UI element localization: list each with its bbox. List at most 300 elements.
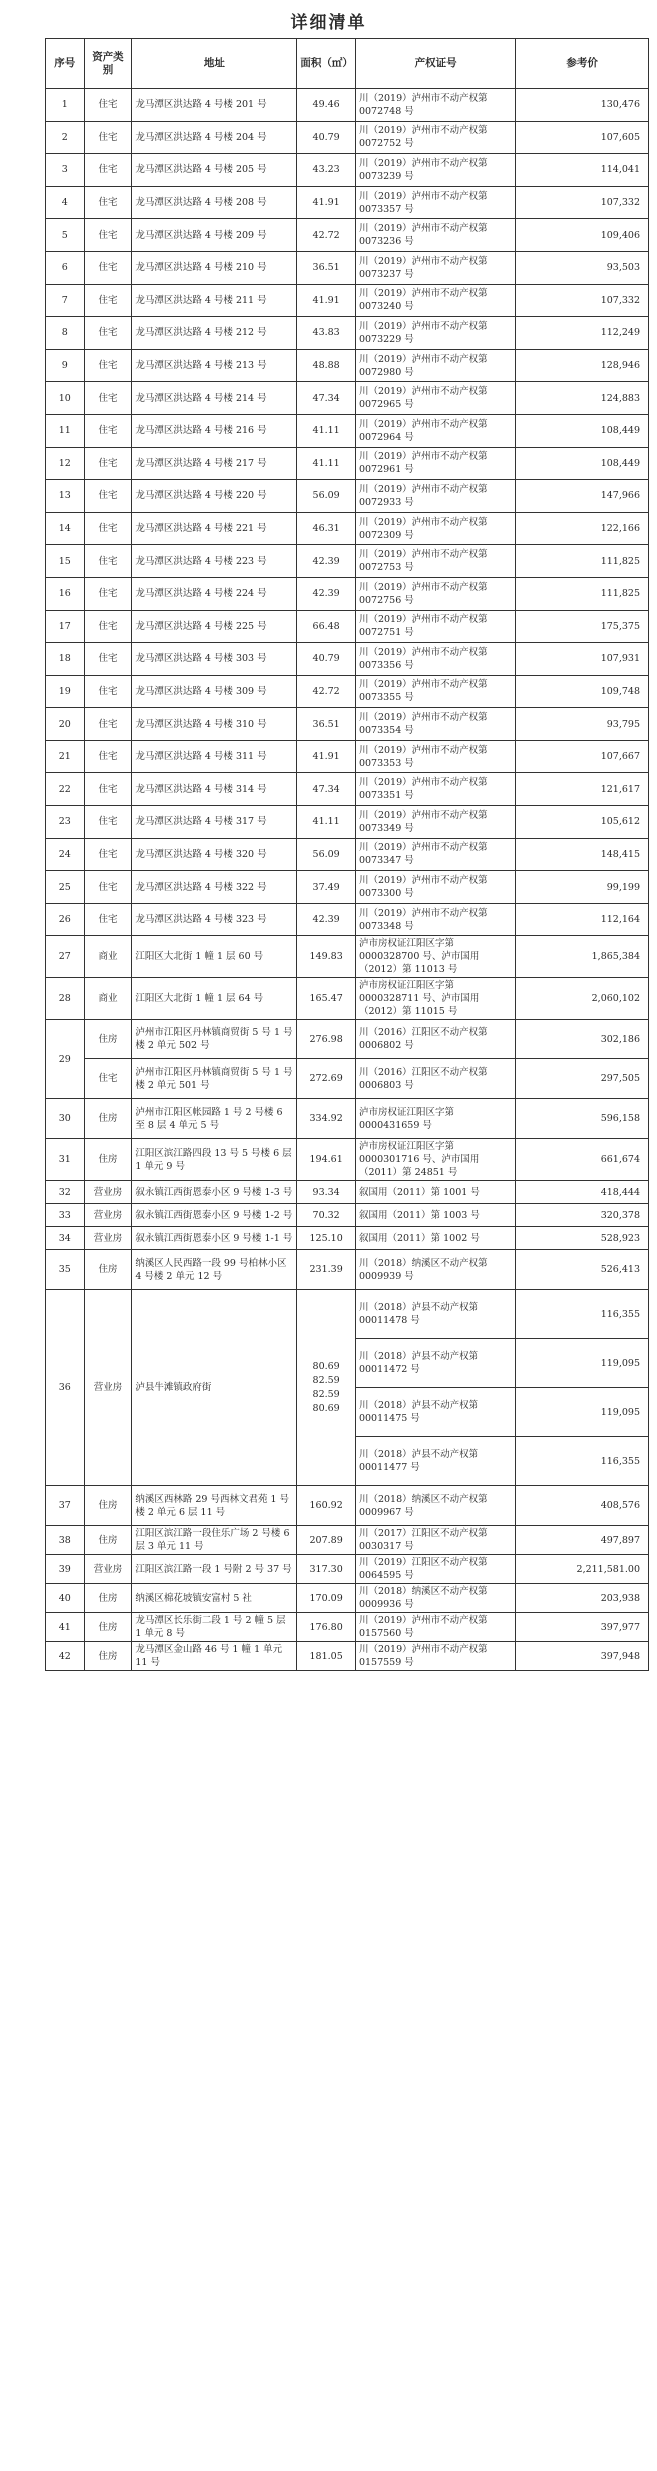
address: 龙马潭区洪达路 4 号楼 310 号 [132,708,297,741]
reference-price: 320,378 [516,1204,649,1227]
reference-price: 112,164 [516,903,649,936]
asset-type: 住宅 [84,382,132,415]
certificate-number: 川（2019）泸州市不动产权第 0073353 号 [355,740,515,773]
address: 龙马潭区洪达路 4 号楼 209 号 [132,219,297,252]
reference-price: 93,795 [516,708,649,741]
row-number: 2 [46,121,85,154]
row-number: 26 [46,903,85,936]
address: 龙马潭区洪达路 4 号楼 208 号 [132,186,297,219]
asset-type: 住宅 [84,1059,132,1099]
row-number: 36 [46,1290,85,1486]
address: 叙永镇江西街恩泰小区 9 号楼 1-2 号 [132,1204,297,1227]
area: 125.10 [297,1227,356,1250]
reference-price: 148,415 [516,838,649,871]
asset-type: 住房 [84,1584,132,1613]
address: 龙马潭区洪达路 4 号楼 213 号 [132,349,297,382]
area: 276.98 [297,1020,356,1059]
row-number: 41 [46,1613,85,1642]
certificate-number: 川（2019）泸州市不动产权第 0072751 号 [355,610,515,643]
certificate-number: 川（2019）泸州市不动产权第 0157559 号 [355,1642,515,1671]
certificate-number: 川（2019）泸州市不动产权第 0073239 号 [355,154,515,187]
table-row [46,1613,649,1642]
address: 龙马潭区洪达路 4 号楼 205 号 [132,154,297,187]
certificate-number: 川（2019）泸州市不动产权第 0073354 号 [355,708,515,741]
area: 48.88 [297,349,356,382]
address: 龙马潭区金山路 46 号 1 幢 1 单元 11 号 [132,1642,297,1671]
reference-price: 121,617 [516,773,649,806]
area: 165.47 [297,978,356,1020]
row-number: 12 [46,447,85,480]
address: 江阳区滨江路四段 13 号 5 号楼 6 层 1 单元 9 号 [132,1139,297,1181]
certificate-number: 川（2019）泸州市不动产权第 0072309 号 [355,512,515,545]
address: 叙永镇江西街恩泰小区 9 号楼 1-1 号 [132,1227,297,1250]
address: 龙马潭区长乐街二段 1 号 2 幢 5 层 1 单元 8 号 [132,1613,297,1642]
certificate-number: 川（2019）泸州市不动产权第 0073300 号 [355,871,515,904]
table-row [46,545,649,578]
address: 龙马潭区洪达路 4 号楼 223 号 [132,545,297,578]
asset-type: 住宅 [84,121,132,154]
table-row [46,512,649,545]
row-number: 27 [46,936,85,978]
address: 龙马潭区洪达路 4 号楼 322 号 [132,871,297,904]
reference-price: 107,667 [516,740,649,773]
reference-price: 418,444 [516,1181,649,1204]
row-number: 33 [46,1204,85,1227]
address: 泸州市江阳区帐园路 1 号 2 号楼 6 至 8 层 4 单元 5 号 [132,1099,297,1139]
asset-type: 住宅 [84,838,132,871]
asset-type: 营业房 [84,1181,132,1204]
asset-type: 住宅 [84,251,132,284]
asset-type: 住宅 [84,545,132,578]
address: 龙马潭区洪达路 4 号楼 212 号 [132,317,297,350]
table-row [46,1181,649,1204]
asset-type: 住房 [84,1250,132,1290]
table-row [46,382,649,415]
address: 龙马潭区洪达路 4 号楼 311 号 [132,740,297,773]
row-number: 17 [46,610,85,643]
table-row [46,1290,649,1339]
table-row [46,708,649,741]
area: 47.34 [297,382,356,415]
row-number: 16 [46,577,85,610]
reference-price: 408,576 [516,1486,649,1526]
area: 43.83 [297,317,356,350]
address: 龙马潭区洪达路 4 号楼 320 号 [132,838,297,871]
table-row [46,1486,649,1526]
reference-price: 109,406 [516,219,649,252]
asset-type: 住宅 [84,740,132,773]
reference-price: 661,674 [516,1139,649,1181]
area-value: 80.69 [312,1402,340,1414]
reference-price: 93,503 [516,251,649,284]
header-row [46,39,649,89]
header-cert: 产权证号 [355,39,515,89]
reference-price: 528,923 [516,1227,649,1250]
certificate-number: 川（2019）泸州市不动产权第 0073229 号 [355,317,515,350]
table-row [46,903,649,936]
area: 49.46 [297,89,356,122]
reference-price: 497,897 [516,1526,649,1555]
area: 41.91 [297,186,356,219]
asset-type: 住房 [84,1099,132,1139]
reference-price: 108,449 [516,414,649,447]
table-row [46,675,649,708]
certificate-number: 川（2019）泸州市不动产权第 0072756 号 [355,577,515,610]
area: 47.34 [297,773,356,806]
certificate-number: 川（2017）江阳区不动产权第 0030317 号 [355,1526,515,1555]
certificate-number: 川（2019）泸州市不动产权第 0073236 号 [355,219,515,252]
area: 317.30 [297,1555,356,1584]
row-number: 1 [46,89,85,122]
asset-type: 住房 [84,1020,132,1059]
table-row [46,1020,649,1059]
area: 334.92 [297,1099,356,1139]
row-number: 4 [46,186,85,219]
area: 41.91 [297,284,356,317]
area: 149.83 [297,936,356,978]
certificate-number: 川（2018）纳溪区不动产权第 0009936 号 [355,1584,515,1613]
address: 纳溪区人民西路一段 99 号柏林小区 4 号楼 2 单元 12 号 [132,1250,297,1290]
certificate-number: 川（2019）泸州市不动产权第 0073351 号 [355,773,515,806]
table-body [46,89,649,1671]
reference-price: 122,166 [516,512,649,545]
certificate-number: 川（2018）纳溪区不动产权第 0009967 号 [355,1486,515,1526]
table-row [46,1584,649,1613]
table-row [46,610,649,643]
address: 龙马潭区洪达路 4 号楼 216 号 [132,414,297,447]
certificate-number: 川（2019）泸州市不动产权第 0073240 号 [355,284,515,317]
asset-type: 商业 [84,936,132,978]
reference-price: 111,825 [516,545,649,578]
certificate-number: 川（2019）泸州市不动产权第 0073347 号 [355,838,515,871]
row-number: 40 [46,1584,85,1613]
row-number: 29 [46,1020,85,1099]
asset-type: 住宅 [84,708,132,741]
address: 纳溪区西林路 29 号西林文君苑 1 号楼 2 单元 6 层 11 号 [132,1486,297,1526]
certificate-number: 川（2019）泸州市不动产权第 0072752 号 [355,121,515,154]
asset-type: 营业房 [84,1290,132,1486]
area: 41.11 [297,447,356,480]
area: 170.09 [297,1584,356,1613]
certificate-number: 川（2018）泸县不动产权第 00011478 号 [355,1290,515,1339]
certificate-number: 川（2019）泸州市不动产权第 0073237 号 [355,251,515,284]
asset-type: 住宅 [84,773,132,806]
certificate-number: 川（2018）泸县不动产权第 00011472 号 [355,1339,515,1388]
reference-price: 119,095 [516,1339,649,1388]
area: 42.72 [297,675,356,708]
certificate-number: 叙国用（2011）第 1003 号 [355,1204,515,1227]
reference-price: 1,865,384 [516,936,649,978]
certificate-number: 泸市房权证江阳区字第 0000301716 号、泸市国用（2011）第 24851 号 [355,1139,515,1181]
certificate-number: 川（2018）纳溪区不动产权第 0009939 号 [355,1250,515,1290]
table-row [46,1227,649,1250]
row-number: 21 [46,740,85,773]
asset-type: 住宅 [84,349,132,382]
address: 江阳区滨江路一段 1 号附 2 号 37 号 [132,1555,297,1584]
table-row [46,936,649,978]
reference-price: 130,476 [516,89,649,122]
address: 江阳区滨江路一段住乐广场 2 号楼 6 层 3 单元 11 号 [132,1526,297,1555]
area-value: 82.59 [312,1388,340,1400]
address: 龙马潭区洪达路 4 号楼 303 号 [132,643,297,676]
row-number: 32 [46,1181,85,1204]
certificate-number: 川（2019）泸州市不动产权第 0072753 号 [355,545,515,578]
area: 40.79 [297,121,356,154]
certificate-number: 川（2019）泸州市不动产权第 0072965 号 [355,382,515,415]
header-no: 序号 [46,39,85,89]
asset-type: 住宅 [84,610,132,643]
row-number: 10 [46,382,85,415]
table-row [46,447,649,480]
reference-price: 302,186 [516,1020,649,1059]
address: 叙永镇江西街恩泰小区 9 号楼 1-3 号 [132,1181,297,1204]
table-row [46,1526,649,1555]
asset-type: 营业房 [84,1227,132,1250]
row-number: 18 [46,643,85,676]
asset-type: 住宅 [84,903,132,936]
address: 龙马潭区洪达路 4 号楼 225 号 [132,610,297,643]
reference-price: 99,199 [516,871,649,904]
address: 龙马潭区洪达路 4 号楼 323 号 [132,903,297,936]
certificate-number: 泸市房权证江阳区字第 0000328711 号、泸市国用（2012）第 11015 号 [355,978,515,1020]
reference-price: 116,355 [516,1437,649,1486]
area-value: 82.59 [312,1374,340,1386]
address: 龙马潭区洪达路 4 号楼 201 号 [132,89,297,122]
certificate-number: 泸市房权证江阳区字第 0000328700 号、泸市国用（2012）第 11013 号 [355,936,515,978]
table-row [46,284,649,317]
asset-type: 住房 [84,1642,132,1671]
table-row [46,1555,649,1584]
row-number: 31 [46,1139,85,1181]
area: 36.51 [297,708,356,741]
table-row [46,1642,649,1671]
reference-price: 147,966 [516,480,649,513]
row-number: 28 [46,978,85,1020]
reference-price: 128,946 [516,349,649,382]
certificate-number: 川（2019）泸州市不动产权第 0072964 号 [355,414,515,447]
asset-type: 住宅 [84,675,132,708]
header-price: 参考价 [516,39,649,89]
asset-type: 住宅 [84,414,132,447]
address: 龙马潭区洪达路 4 号楼 210 号 [132,251,297,284]
row-number: 42 [46,1642,85,1671]
row-number: 37 [46,1486,85,1526]
certificate-number: 川（2019）泸州市不动产权第 0072933 号 [355,480,515,513]
area: 207.89 [297,1526,356,1555]
asset-type: 商业 [84,978,132,1020]
asset-type: 住宅 [84,577,132,610]
detail-table [45,38,649,1671]
asset-type: 营业房 [84,1204,132,1227]
header-area: 面积（㎡） [297,39,356,89]
reference-price: 112,249 [516,317,649,350]
area: 231.39 [297,1250,356,1290]
asset-type: 住宅 [84,512,132,545]
reference-price: 108,449 [516,447,649,480]
table-row [46,1059,649,1099]
reference-price: 397,948 [516,1642,649,1671]
row-number: 19 [46,675,85,708]
row-number: 14 [46,512,85,545]
row-number: 34 [46,1227,85,1250]
address: 龙马潭区洪达路 4 号楼 309 号 [132,675,297,708]
certificate-number: 川（2016）江阳区不动产权第 0006802 号 [355,1020,515,1059]
reference-price: 297,505 [516,1059,649,1099]
reference-price: 119,095 [516,1388,649,1437]
asset-type: 住宅 [84,89,132,122]
table-row [46,480,649,513]
row-number: 20 [46,708,85,741]
certificate-number: 川（2019）泸州市不动产权第 0072961 号 [355,447,515,480]
row-number: 30 [46,1099,85,1139]
table-row [46,740,649,773]
asset-type: 住宅 [84,643,132,676]
row-number: 23 [46,806,85,839]
asset-type: 住房 [84,1486,132,1526]
address: 龙马潭区洪达路 4 号楼 217 号 [132,447,297,480]
address: 龙马潭区洪达路 4 号楼 211 号 [132,284,297,317]
address: 泸县牛滩镇政府街 [132,1290,297,1486]
asset-type: 住宅 [84,317,132,350]
table-row [46,317,649,350]
reference-price: 116,355 [516,1290,649,1339]
table-row [46,219,649,252]
table-row [46,1139,649,1181]
row-number: 9 [46,349,85,382]
table-row [46,154,649,187]
area: 36.51 [297,251,356,284]
table-row [46,643,649,676]
reference-price: 111,825 [516,577,649,610]
address: 龙马潭区洪达路 4 号楼 224 号 [132,577,297,610]
area-list [297,1290,356,1486]
area: 66.48 [297,610,356,643]
area: 40.79 [297,643,356,676]
header-address: 地址 [132,39,297,89]
area: 93.34 [297,1181,356,1204]
table-row [46,121,649,154]
certificate-number: 叙国用（2011）第 1001 号 [355,1181,515,1204]
address: 龙马潭区洪达路 4 号楼 214 号 [132,382,297,415]
certificate-number: 川（2019）泸州市不动产权第 0073355 号 [355,675,515,708]
reference-price: 2,211,581.00 [516,1555,649,1584]
address: 江阳区大北街 1 幢 1 层 64 号 [132,978,297,1020]
asset-type: 住宅 [84,806,132,839]
asset-type: 住房 [84,1139,132,1181]
asset-type: 住房 [84,1526,132,1555]
table-row [46,577,649,610]
asset-type: 营业房 [84,1555,132,1584]
row-number: 11 [46,414,85,447]
area-value: 80.69 [312,1360,340,1372]
certificate-number: 川（2019）泸州市不动产权第 0157560 号 [355,1613,515,1642]
reference-price: 175,375 [516,610,649,643]
table-row [46,773,649,806]
table-row [46,838,649,871]
area: 42.39 [297,903,356,936]
area: 41.11 [297,414,356,447]
reference-price: 2,060,102 [516,978,649,1020]
reference-price: 105,612 [516,806,649,839]
row-number: 6 [46,251,85,284]
area: 41.11 [297,806,356,839]
address: 江阳区大北街 1 幢 1 层 60 号 [132,936,297,978]
area: 42.72 [297,219,356,252]
row-number: 5 [46,219,85,252]
asset-type: 住宅 [84,480,132,513]
certificate-number: 川（2019）泸州市不动产权第 0073357 号 [355,186,515,219]
table-row [46,414,649,447]
reference-price: 526,413 [516,1250,649,1290]
table-row [46,1099,649,1139]
area: 160.92 [297,1486,356,1526]
asset-type: 住宅 [84,871,132,904]
row-number: 15 [46,545,85,578]
table-row [46,251,649,284]
asset-type: 住宅 [84,447,132,480]
address: 龙马潭区洪达路 4 号楼 317 号 [132,806,297,839]
row-number: 24 [46,838,85,871]
table-row [46,349,649,382]
row-number: 3 [46,154,85,187]
address: 泸州市江阳区丹林镇商贸街 5 号 1 号楼 2 单元 502 号 [132,1020,297,1059]
table-row [46,1204,649,1227]
certificate-number: 川（2019）泸州市不动产权第 0072748 号 [355,89,515,122]
certificate-number: 川（2016）江阳区不动产权第 0006803 号 [355,1059,515,1099]
reference-price: 107,332 [516,284,649,317]
address: 纳溪区棉花坡镇安富村 5 社 [132,1584,297,1613]
row-number: 39 [46,1555,85,1584]
reference-price: 107,931 [516,643,649,676]
table-row [46,978,649,1020]
asset-type: 住宅 [84,284,132,317]
page-title: 详细清单 [290,13,367,33]
area: 181.05 [297,1642,356,1671]
row-number: 25 [46,871,85,904]
address: 泸州市江阳区丹林镇商贸街 5 号 1 号楼 2 单元 501 号 [132,1059,297,1099]
address: 龙马潭区洪达路 4 号楼 314 号 [132,773,297,806]
certificate-number: 川（2019）泸州市不动产权第 0072980 号 [355,349,515,382]
area: 41.91 [297,740,356,773]
reference-price: 109,748 [516,675,649,708]
reference-price: 107,605 [516,121,649,154]
address: 龙马潭区洪达路 4 号楼 220 号 [132,480,297,513]
asset-type: 住宅 [84,186,132,219]
row-number: 7 [46,284,85,317]
table-row [46,871,649,904]
reference-price: 107,332 [516,186,649,219]
certificate-number: 川（2018）泸县不动产权第 00011475 号 [355,1388,515,1437]
area: 56.09 [297,838,356,871]
area: 70.32 [297,1204,356,1227]
address: 龙马潭区洪达路 4 号楼 204 号 [132,121,297,154]
area: 272.69 [297,1059,356,1099]
table-row [46,806,649,839]
row-number: 35 [46,1250,85,1290]
reference-price: 397,977 [516,1613,649,1642]
table-row [46,186,649,219]
asset-type: 住宅 [84,219,132,252]
row-number: 8 [46,317,85,350]
reference-price: 203,938 [516,1584,649,1613]
reference-price: 596,158 [516,1099,649,1139]
reference-price: 114,041 [516,154,649,187]
table-row [46,89,649,122]
area: 43.23 [297,154,356,187]
certificate-number: 川（2019）江阳区不动产权第 0064595 号 [355,1555,515,1584]
asset-type: 住宅 [84,154,132,187]
reference-price: 124,883 [516,382,649,415]
